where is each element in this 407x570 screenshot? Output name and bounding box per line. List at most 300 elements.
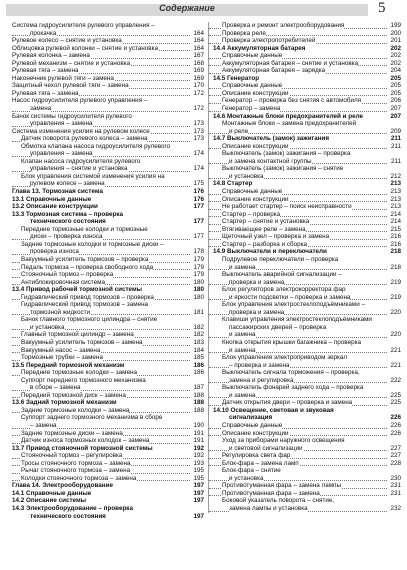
toc-entry-title: Суппорт заднего тормозного механизма в сборе: [21, 414, 163, 422]
toc-entry-title: 13.2 Описание конструкции: [12, 203, 98, 211]
toc-entry: [12, 354, 204, 362]
toc-entry-page-number: 232: [390, 505, 401, 512]
toc-entry: [12, 82, 204, 90]
toc-entry-page-number: 209: [390, 127, 401, 135]
toc-entry-title: замена: [30, 105, 52, 113]
toc-entry-page-number: 227: [390, 444, 401, 452]
toc-section-entry: [209, 75, 401, 83]
toc-entry: [209, 128, 401, 136]
toc-entry-page-number: 172: [193, 89, 204, 97]
toc-entry-title: Описание конструкции: [222, 195, 289, 203]
toc-entry-title: Защитный чехол рулевой тяги – замена: [12, 82, 129, 90]
toc-section-entry: [209, 113, 401, 121]
toc-entry: [12, 331, 204, 339]
toc-entry: [209, 188, 401, 196]
toc-entry: [209, 331, 401, 339]
toc-entry-page-number: 206: [390, 97, 401, 105]
toc-entry: [12, 392, 204, 400]
toc-entry-title: 13.4 Привод рабочей тормозной системы: [12, 286, 143, 294]
toc-entry-page-number: 180: [193, 293, 204, 301]
toc-entry-title: Рычаг стояночного тормоза – замена: [21, 467, 131, 475]
toc-entry: [12, 316, 204, 324]
toc-entry: [209, 226, 401, 234]
toc-entry: [209, 392, 401, 400]
toc-entry-page-number: 204: [390, 67, 401, 75]
toc-entry-page-number: 170: [193, 82, 204, 90]
toc-entry: [209, 22, 401, 30]
toc-entry-title: Задние тормозные диски – замена: [21, 429, 123, 437]
toc-entry: [12, 22, 204, 30]
toc-entry-title: Описание конструкции: [222, 142, 289, 150]
toc-entry: [12, 256, 204, 264]
toc-entry-title: Блок-фара – снятие: [222, 467, 281, 475]
toc-entry-title: управления – замена: [30, 120, 93, 128]
toc-entry: [12, 460, 204, 468]
toc-entry: [209, 430, 401, 438]
toc-entry: [12, 294, 204, 302]
toc-entry-title: Рулевое колесо – снятие и установка: [12, 37, 122, 45]
toc-entry-title: Глава 14. Электрооборудование: [12, 482, 113, 490]
toc-entry-page-number: 215: [390, 225, 401, 233]
toc-entry-title: Бачок главного тормозного цилиндра – снятие: [21, 316, 158, 324]
toc-entry-title: и замена: [229, 391, 256, 399]
toc-entry-title: Не работает стартер – поиск неисправности: [222, 203, 352, 211]
toc-entry-title: 14.1 Справочные данные: [12, 489, 92, 497]
toc-entry: [12, 90, 204, 98]
toc-entry-page-number: 205: [390, 82, 401, 90]
toc-entry-page-number: 220: [390, 308, 401, 316]
toc-entry-page-number: 175: [193, 180, 204, 188]
toc-entry-page-number: 164: [193, 44, 204, 52]
toc-entry: [12, 75, 204, 83]
toc-entry-page-number: 207: [390, 112, 401, 120]
toc-entry-title: Колодки стояночного тормоза – замена: [21, 474, 137, 482]
toc-entry: [12, 377, 204, 385]
toc-section-entry: [12, 445, 204, 453]
toc-entry-title: Уход за приборами наружного освещения: [222, 437, 345, 445]
toc-entry: [209, 452, 401, 460]
toc-entry-title: Описание конструкции: [222, 429, 289, 437]
toc-right-column: [208, 22, 401, 513]
toc-entry-page-number: 179: [193, 255, 204, 263]
toc-entry: [209, 475, 401, 483]
toc-entry-page-number: 226: [390, 429, 401, 437]
toc-entry-title: Выключатель (замок) зажигания – снятие: [222, 165, 344, 173]
toc-entry: [209, 445, 401, 453]
toc-entry-title: 14.9 Выключатели и переключатели: [213, 248, 327, 256]
toc-entry-title: и яркости подсветки – проверка и замена: [229, 293, 351, 301]
toc-entry: [12, 384, 204, 392]
toc-entry: [209, 467, 401, 475]
toc-entry-title: Бачок системы гидроусилителя рулевого: [12, 112, 132, 120]
toc-section-entry: [12, 188, 204, 196]
toc-entry-title: Противотуманная фара – замена лампы: [222, 482, 341, 490]
toc-entry-title: Датчик поворота рулевого колеса – замена: [21, 135, 148, 143]
toc-entry-title: Стартер – проверка: [222, 210, 281, 218]
toc-entry-page-number: 167: [193, 52, 204, 60]
toc-entry-title: Блок управления электростеклоподъёмниками –: [222, 301, 365, 309]
toc-entry: [209, 30, 401, 38]
toc-entry: [12, 97, 204, 105]
toc-entry-page-number: 219: [390, 293, 401, 301]
toc-entry-page-number: 200: [390, 29, 401, 37]
toc-entry: [12, 135, 204, 143]
toc-entry-title: прокачка: [30, 29, 57, 37]
toc-entry: [12, 430, 204, 438]
toc-entry-title: Облицовка рулевой колонки – снятие и установка: [12, 44, 159, 52]
toc-entry: [209, 120, 401, 128]
toc-entry: [209, 165, 401, 173]
toc-entry-title: Блок регуляторов электрокорректора фар: [222, 286, 346, 294]
toc-section-entry: [12, 362, 204, 370]
toc-entry: [209, 233, 401, 241]
toc-entry: [209, 211, 401, 219]
toc-entry-title: 14.4 Аккумуляторная батарея: [213, 44, 306, 52]
toc-entry-page-number: 219: [390, 278, 401, 286]
toc-entry-title: Главный тормозной цилиндр – замена: [21, 331, 134, 339]
toc-entry-title: – проверка и замена: [229, 361, 290, 369]
toc-entry-title: и реле: [229, 127, 249, 135]
toc-entry-page-number: 186: [193, 369, 204, 377]
toc-entry-title: Вакуумный усилитель тормозов – проверка: [21, 255, 149, 263]
toc-entry-title: Глава 13. Тормозная система: [12, 188, 104, 196]
toc-entry-title: Педаль тормоза – проверка свободного хода: [21, 263, 154, 271]
toc-entry: [12, 105, 204, 113]
toc-entry-title: Описание конструкции: [222, 89, 289, 97]
toc-entry: [12, 30, 204, 38]
toc-entry-title: Аккумуляторная батарея – зарядка: [222, 67, 326, 75]
toc-entry-page-number: 190: [193, 421, 204, 429]
toc-entry-page-number: 192: [193, 452, 204, 460]
toc-entry-title: Передние тормозные колодки и тормозные: [21, 225, 148, 233]
toc-entry-title: Система изменения усилия на рулевом колесе: [12, 127, 150, 135]
toc-entry: [209, 264, 401, 272]
toc-entry: [209, 196, 401, 204]
toc-entry-page-number: 180: [193, 286, 204, 294]
toc-entry-title: управления – замена: [30, 150, 93, 158]
toc-entry: [209, 339, 401, 347]
toc-entry-title: Кнопка открытия крышки багажника – проверка: [222, 338, 361, 346]
toc-entry-title: 13.1 Справочные данные: [12, 195, 92, 203]
toc-entry-page-number: 181: [193, 308, 204, 316]
toc-entry-page-number: 182: [193, 331, 204, 339]
toc-entry-page-number: 174: [193, 165, 204, 173]
toc-section-entry: [12, 286, 204, 294]
toc-entry-page-number: 178: [193, 248, 204, 256]
toc-entry: [209, 105, 401, 113]
toc-entry: [12, 279, 204, 287]
toc-entry-title: Гидравлический привод тормозов – замена: [21, 301, 149, 309]
toc-entry-title: Тросы стояночного тормоза – замена: [21, 459, 131, 467]
toc-entry: [12, 414, 204, 422]
toc-entry-title: Насос гидроусилителя рулевого управления –: [12, 97, 148, 105]
toc-entry: [12, 150, 204, 158]
toc-entry-page-number: 173: [193, 127, 204, 135]
toc-section-entry: [209, 414, 401, 422]
toc-entry-title: проверка износа: [30, 248, 79, 256]
toc-entry: [209, 505, 401, 513]
toc-entry: [209, 173, 401, 181]
toc-entry: [12, 324, 204, 332]
toc-entry-title: Гидравлический привод тормозов – проверка: [21, 293, 154, 301]
toc-entry-title: Выключатель аварийной сигнализации –: [222, 271, 342, 279]
toc-entry: [12, 45, 204, 53]
toc-entry-title: 13.5 Передний тормозной механизм: [12, 361, 125, 369]
toc-entry: [209, 271, 401, 279]
toc-entry-title: Рулевой механизм – снятие и установка: [12, 59, 131, 67]
toc-entry-title: 14.7 Выключатель (замок) зажигания: [213, 135, 330, 143]
toc-entry-title: Суппорт переднего тормозного механизма: [21, 376, 146, 384]
toc-entry-title: Блок управления электроприводом зеркал: [222, 354, 348, 362]
toc-entry-title: Регулировка света фар: [222, 452, 291, 460]
toc-entry-title: Проверка и ремонт электрооборудования: [222, 22, 345, 29]
toc-entry: [209, 422, 401, 430]
toc-entry-page-number: 195: [193, 474, 204, 482]
toc-entry: [12, 437, 204, 445]
toc-entry-page-number: 202: [390, 52, 401, 60]
toc-entry-title: Стартер – разборка и сборка: [222, 240, 307, 248]
toc-entry-title: замена и регулировка: [229, 376, 294, 384]
toc-entry: [209, 384, 401, 392]
toc-entry-page-number: 220: [390, 331, 401, 339]
toc-entry: [12, 369, 204, 377]
toc-entry-page-number: 230: [390, 474, 401, 482]
toc-entry-page-number: 216: [390, 240, 401, 248]
toc-entry-title: 13.6 Задний тормозной механизм: [12, 399, 117, 407]
toc-entry: [12, 271, 204, 279]
toc-entry-title: Справочные данные: [222, 82, 283, 90]
toc-entry-page-number: 226: [390, 414, 401, 422]
toc-entry-title: технического состояния: [30, 218, 106, 226]
toc-entry-title: Рулевая тяга – замена: [12, 67, 79, 75]
toc-entry-title: в сборе – замена: [30, 384, 81, 392]
toc-entry-title: замена лампы и установка: [229, 505, 308, 512]
toc-entry-title: Генератор – проверка без снятия с автомобиля: [222, 97, 362, 105]
toc-entry-title: Боковой указатель поворота – снятие,: [222, 497, 335, 505]
toc-section-entry: [12, 218, 204, 226]
toc-entry-page-number: 225: [390, 391, 401, 399]
toc-entry: [12, 113, 204, 121]
toc-entry: [12, 264, 204, 272]
toc-entry: [12, 52, 204, 60]
toc-entry-page-number: 213: [390, 195, 401, 203]
toc-entry-title: Стартер – снятие и установка: [222, 218, 310, 226]
toc-section-entry: [12, 497, 204, 505]
toc-entry-page-number: 179: [193, 263, 204, 271]
toc-entry-title: Рулевая тяга – замена: [12, 89, 79, 97]
toc-entry: [12, 143, 204, 151]
toc-entry-title: Тормозные трубки – замена: [21, 354, 103, 362]
toc-entry-title: Блок управления системой изменения усилия на: [21, 172, 165, 180]
toc-entry-title: и замена контактной группы: [229, 157, 312, 165]
toc-entry-title: 14.3 Электрооборудование – проверка: [12, 505, 133, 512]
toc-entry: [209, 324, 401, 332]
toc-entry-page-number: 191: [193, 429, 204, 437]
toc-entry-title: Система гидроусилителя рулевого управления –: [12, 22, 155, 29]
toc-entry-page-number: 174: [193, 150, 204, 158]
toc-entry-page-number: 205: [390, 89, 401, 97]
toc-entry: [209, 316, 401, 324]
toc-section-entry: [12, 399, 204, 407]
toc-entry-page-number: 195: [193, 467, 204, 475]
toc-entry-title: 14.5 Генератор: [213, 74, 260, 82]
toc-entry: [209, 150, 401, 158]
toc-entry-title: 14.8 Стартер: [213, 180, 253, 188]
toc-entry-page-number: 197: [193, 512, 204, 520]
toc-entry: [209, 286, 401, 294]
toc-entry: [209, 497, 401, 505]
toc-entry-page-number: 211: [390, 142, 401, 150]
toc-entry: [209, 97, 401, 105]
toc-entry-page-number: 176: [193, 195, 204, 203]
toc-entry-page-number: 183: [193, 338, 204, 346]
toc-entry: [12, 475, 204, 483]
page-number: 5: [378, 0, 386, 16]
toc-entry-title: диски – проверка износа: [30, 233, 103, 241]
toc-entry: [12, 452, 204, 460]
toc-entry-title: Задние тормозные колодки – замена: [21, 406, 130, 414]
toc-entry-page-number: 201: [390, 37, 401, 45]
toc-entry-title: Антиблокировочная система: [21, 278, 105, 286]
toc-entry-page-number: 173: [193, 135, 204, 143]
toc-entry-title: Наконечник рулевой тяги – замена: [12, 74, 114, 82]
toc-entry-page-number: 213: [390, 188, 401, 196]
toc-entry-page-number: 197: [193, 497, 204, 505]
toc-entry-title: Проверка электропотребителей: [222, 37, 316, 45]
toc-entry-title: и замена: [229, 346, 256, 354]
toc-entry: [209, 354, 401, 362]
toc-section-entry: [209, 180, 401, 188]
toc-entry: [209, 241, 401, 249]
toc-entry-page-number: 216: [390, 233, 401, 241]
toc-entry-title: Передние тормозные колодки – замена: [21, 369, 137, 377]
toc-entry-title: Рулевая колонка – замена: [12, 52, 90, 60]
toc-entry-page-number: 222: [390, 376, 401, 384]
toc-entry-page-number: 225: [390, 399, 401, 407]
toc-section-entry: [12, 505, 204, 513]
toc-entry-page-number: 211: [390, 135, 401, 143]
toc-entry-page-number: 228: [390, 459, 401, 467]
toc-entry: [209, 301, 401, 309]
toc-entry: [209, 52, 401, 60]
toc-entry-title: Датчик износа тормозных колодок – замена: [21, 437, 150, 445]
toc-entry-title: и установка: [229, 474, 264, 482]
toc-entry: [12, 422, 204, 430]
toc-entry-page-number: 205: [390, 74, 401, 82]
toc-entry-page-number: 177: [193, 203, 204, 211]
toc-entry: [12, 309, 204, 317]
toc-entry-page-number: 212: [390, 172, 401, 180]
toc-entry: [12, 248, 204, 256]
toc-entry-page-number: 180: [193, 278, 204, 286]
toc-entry-title: 14.2 Описание системы: [12, 497, 86, 505]
toc-entry: [209, 362, 401, 370]
toc-entry-title: 13.7 Привод стояночной тормозной системы: [12, 444, 153, 452]
toc-entry-title: управления – снятие и установка: [30, 165, 128, 173]
toc-entry-page-number: 192: [193, 444, 204, 452]
toc-entry-title: Проверка реле: [222, 29, 266, 37]
toc-entry: [209, 60, 401, 68]
toc-entry-title: Щеточный узел – проверка и замена: [222, 233, 330, 241]
toc-section-entry: [209, 248, 401, 256]
toc-entry-page-number: 202: [390, 44, 401, 52]
toc-entry-title: Монтажные блоки – замена предохранителей: [222, 120, 357, 128]
toc-entry-title: проверка и замена: [229, 278, 285, 286]
toc-entry-page-number: 164: [193, 37, 204, 45]
toc-entry: [209, 256, 401, 264]
toc-entry-title: и установка: [30, 323, 65, 331]
toc-entry: [209, 67, 401, 75]
toc-entry: [209, 399, 401, 407]
toc-entry-page-number: 227: [390, 452, 401, 460]
toc-entry-title: Подрулевое переключатели – проверка: [222, 255, 339, 263]
toc-entry-page-number: 199: [390, 22, 401, 29]
toc-entry-title: Клавиши управления электростеклоподъёмниками: [222, 316, 372, 324]
toc-entry-page-number: 184: [193, 346, 204, 354]
toc-entry-title: Вакуумный усилитель тормозов – замена: [21, 338, 143, 346]
toc-entry-page-number: 172: [193, 105, 204, 113]
toc-entry-title: Генератор – замена: [222, 105, 281, 113]
toc-entry-page-number: 168: [193, 59, 204, 67]
toc-section-entry: [12, 482, 204, 490]
toc-entry-page-number: 214: [390, 218, 401, 226]
toc-entry: [12, 339, 204, 347]
toc-entry-page-number: 176: [193, 188, 204, 196]
toc-entry-title: рулевом колесе – замена: [30, 180, 105, 188]
toc-entry-title: технического состояния: [30, 512, 106, 520]
toc-entry: [12, 241, 204, 249]
toc-entry-page-number: 191: [193, 437, 204, 445]
toc-entry-title: Выключатель фонарей заднего хода – проверка: [222, 384, 364, 392]
toc-entry: [12, 37, 204, 45]
toc-entry: [209, 490, 401, 498]
toc-entry-page-number: 221: [390, 361, 401, 369]
toc-entry: [12, 407, 204, 415]
toc-left-column: [12, 22, 204, 520]
toc-entry: [12, 226, 204, 234]
toc-entry: [209, 218, 401, 226]
toc-entry-page-number: 211: [390, 157, 401, 165]
toc-entry: [209, 309, 401, 317]
toc-entry-page-number: 213: [390, 203, 401, 211]
toc-entry: [209, 143, 401, 151]
toc-entry-page-number: 218: [390, 248, 401, 256]
toc-entry-page-number: 177: [193, 218, 204, 226]
toc-entry: [209, 158, 401, 166]
toc-entry-title: 14.10 Освещение, световая и звуковая: [213, 406, 334, 414]
toc-entry: [209, 279, 401, 287]
toc-entry-title: Стояночный тормоз – проверка: [21, 271, 114, 279]
toc-entry: [12, 467, 204, 475]
toc-entry-page-number: 185: [193, 354, 204, 362]
toc-entry-page-number: 207: [390, 105, 401, 113]
toc-entry: [209, 482, 401, 490]
toc-entry: [209, 347, 401, 355]
toc-entry-page-number: 231: [390, 482, 401, 490]
toc-entry-title: и замена: [229, 331, 256, 339]
toc-section-entry: [12, 196, 204, 204]
toc-entry: [209, 369, 401, 377]
toc-entry-page-number: 197: [193, 489, 204, 497]
toc-entry-title: Справочные данные: [222, 421, 283, 429]
toc-entry-page-number: 213: [390, 180, 401, 188]
toc-entry-title: Выключатель сигнала торможения – проверка,: [222, 369, 360, 377]
toc-entry: [209, 460, 401, 468]
toc-entry-page-number: 169: [193, 74, 204, 82]
toc-entry-title: Аккумуляторная батарея – снятие и установка: [222, 59, 359, 67]
toc-entry-title: сигнализация: [229, 414, 273, 422]
toc-entry-title: Противотуманная фара – замена: [222, 489, 320, 497]
